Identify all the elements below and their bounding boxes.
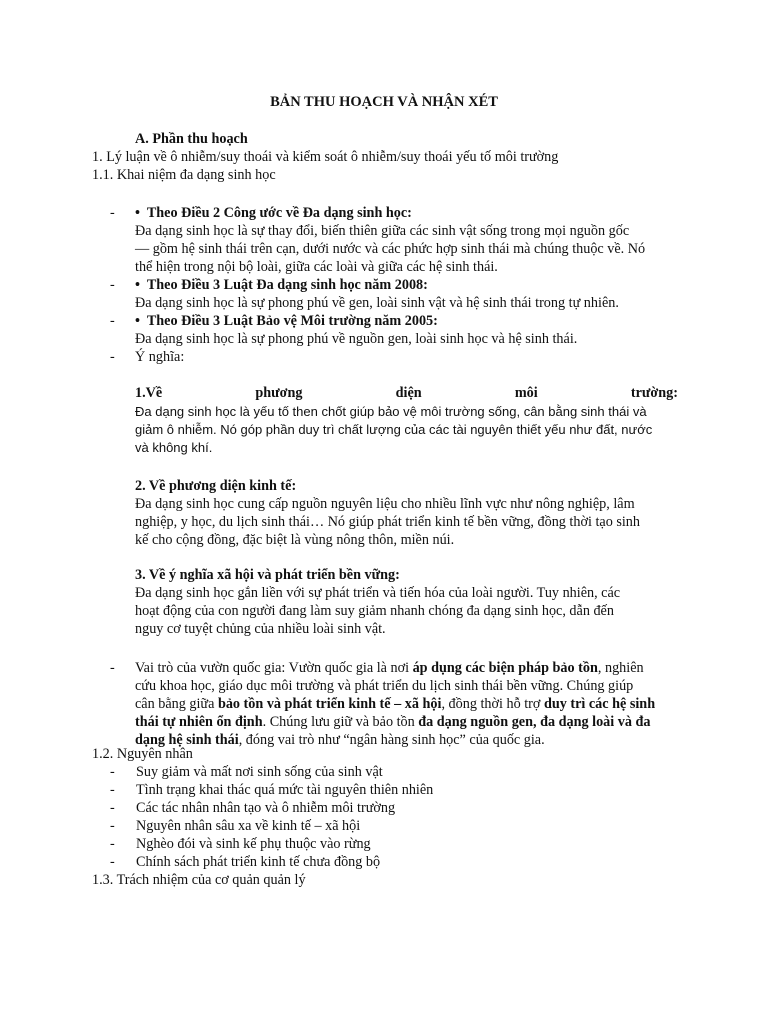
dash-marker: - — [110, 782, 115, 798]
society-heading: 3. Về ý nghĩa xã hội và phát triển bền vững: — [135, 567, 400, 583]
cause-item: Tình trạng khai thác quá mức tài nguyên thiên nhiên — [136, 782, 434, 798]
dash-marker: - — [110, 818, 115, 834]
document-title: BẢN THU HOẠCH VÀ NHẬN XÉT — [270, 94, 498, 110]
heading-1: 1. Lý luận về ô nhiễm/suy thoái và kiểm soát ô nhiễm/suy thoái yếu tố môi trường — [92, 149, 559, 165]
dash-marker: - — [110, 277, 115, 293]
item-1-line: Đa dạng sinh học là sự thay đổi, biến thiên giữa các sinh vật sống trong mọi nguồn gốc — [135, 223, 630, 239]
environment-section — [135, 384, 678, 402]
cause-item: Nguyên nhân sâu xa về kinh tế – xã hội — [136, 818, 361, 834]
definition-item-2 — [135, 276, 675, 312]
item-1-line: — gồm hệ sinh thái trên cạn, dưới nước và các phức hợp sinh thái mà chúng thuộc về. Nó — [135, 241, 646, 257]
item-1-line: thể hiện trong nội bộ loài, giữa các loài và giữa các hệ sinh thái. — [135, 259, 498, 275]
cause-item: Các tác nhân nhân tạo và ô nhiễm môi trường — [136, 800, 396, 816]
dash-marker: - — [110, 800, 115, 816]
item-2-heading: Theo Điều 3 Luật Đa dạng sinh học năm 2008: — [146, 277, 428, 293]
economy-section: 2. Về phương diện kinh tế: Đa dạng sinh học cung cấp nguồn nguyên liệu cho nhiều lĩnh vực như nông nghiệp, lâm nghiệp, y học, du lịch sinh thái… Nó giúp phát triển kinh tế bền vững, đồng thời tạo sinh kế cho cộng đồng, đặc biệt là vùng nông thôn, miền núi. — [135, 477, 675, 549]
item-3-heading: Theo Điều 3 Luật Bảo vệ Môi trường năm 2005: — [146, 313, 438, 329]
bullet-icon: • — [135, 205, 140, 221]
environment-body: Đa dạng sinh học là yếu tố then chốt giúp bảo vệ môi trường sống, cân bằng sinh thái và giảm ô nhiễm. Nó góp phần duy trì chất lượng của các tài nguyên thiết yếu như đất, nước và không khí. — [135, 404, 653, 455]
dash-marker: - — [110, 660, 115, 676]
heading-1-1: 1.1. Khai niệm đa dạng sinh học — [92, 167, 276, 183]
definition-item-3 — [135, 312, 675, 348]
national-park-paragraph: Vai trò của vườn quốc gia: Vườn quốc gia là nơi áp dụng các biện pháp bảo tồn, nghiên cứu khoa học, giáo dục môi trường và phát triển du lịch sinh thái bền vững. Chúng giúp cân bằng giữa bảo tồn và phát triển kinh tế – xã hội, đồng thời hỗ trợ duy trì các hệ sinh thái tự nhiên ổn định. Chúng lưu giữ và bảo tồn đa dạng nguồn gen, đa dạng loài và đa dạng hệ sinh thái, đóng vai trò như “ngân hàng sinh học” của quốc gia. — [135, 660, 656, 748]
bullet-icon: • — [135, 313, 140, 329]
dash-marker: - — [110, 349, 115, 365]
dash-marker: - — [110, 313, 115, 329]
section-a-heading: A. Phần thu hoạch — [135, 131, 248, 147]
society-section: 3. Về ý nghĩa xã hội và phát triển bền vững: Đa dạng sinh học gắn liền với sự phát triển và tiến hóa của loài người. Tuy nhiên, các hoạt động của con người đang làm suy giảm nhanh chóng đa dạng sinh học, dẫn đến nguy cơ tuyệt chủng của nhiều loài sinh vật. — [135, 566, 675, 638]
dash-marker: - — [110, 836, 115, 852]
meaning-label: Ý nghĩa: — [135, 349, 185, 365]
dash-marker: - — [110, 854, 115, 870]
item-2-line: Đa dạng sinh học là sự phong phú về gen, loài sinh vật và hệ sinh thái trong tự nhiên. — [135, 295, 619, 311]
environment-heading: 1.Về phương diện môi trường: — [135, 385, 678, 401]
bullet-icon: • — [135, 277, 140, 293]
heading-1-2: 1.2. Nguyên nhân — [92, 746, 193, 762]
cause-item: Nghèo đói và sinh kế phụ thuộc vào rừng — [136, 836, 371, 852]
dash-marker: - — [110, 205, 115, 221]
definition-item-1 — [135, 204, 675, 276]
cause-item: Suy giảm và mất nơi sinh sống của sinh vật — [136, 764, 383, 780]
heading-1-3: 1.3. Trách nhiệm của cơ quản quản lý — [92, 872, 306, 888]
dash-marker: - — [110, 764, 115, 780]
cause-item: Chính sách phát triển kinh tế chưa đồng bộ — [136, 854, 381, 870]
economy-heading: 2. Về phương diện kinh tế: — [135, 478, 297, 494]
item-1-heading: Theo Điều 2 Công ước về Đa dạng sinh học: — [146, 205, 412, 221]
item-3-line: Đa dạng sinh học là sự phong phú về nguồn gen, loài sinh học và hệ sinh thái. — [135, 331, 578, 347]
